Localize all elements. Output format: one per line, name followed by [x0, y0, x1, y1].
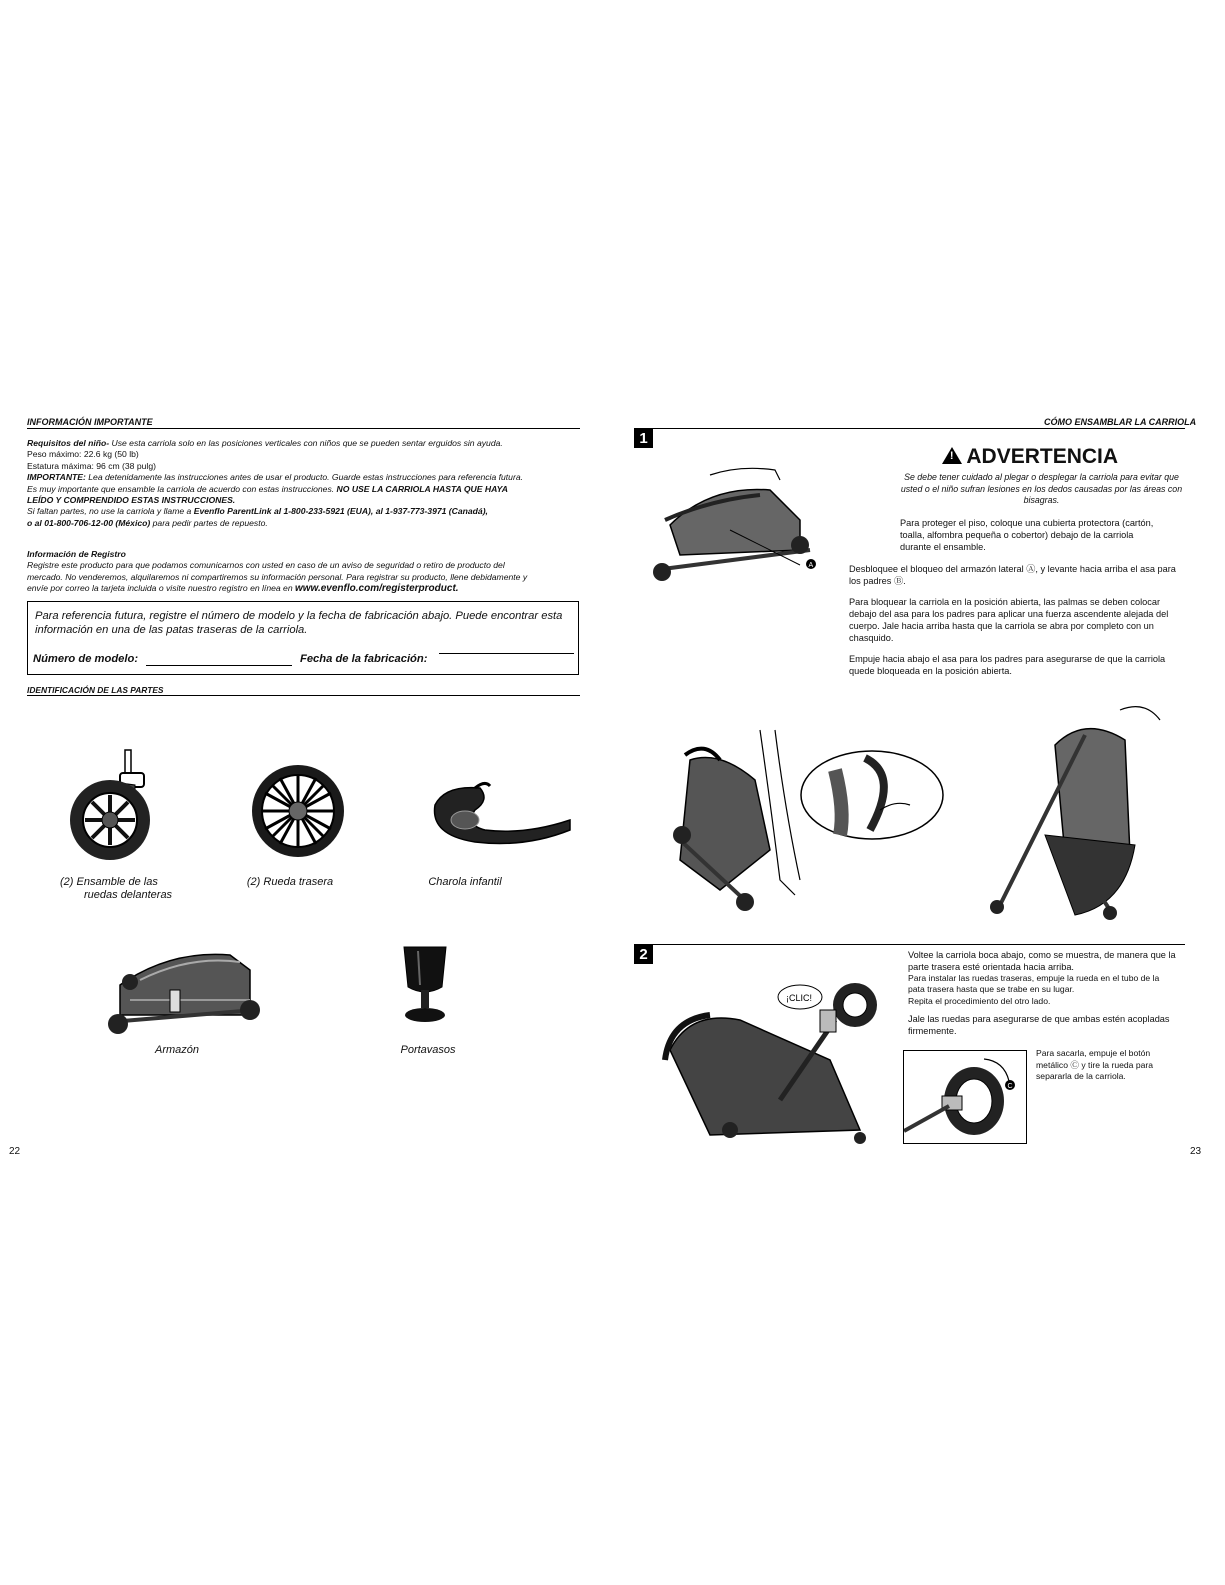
max-weight: Peso máximo: 22.6 kg (50 lb) — [27, 449, 139, 460]
left-section-title: INFORMACIÓN IMPORTANTE — [27, 417, 153, 427]
important-bold-3: LEÍDO Y COMPRENDIDO ESTAS INSTRUCCIONES. — [27, 495, 236, 506]
child-requirements — [27, 438, 587, 529]
parts-title-rule — [27, 695, 580, 696]
mexico-phone: o al 01-800-706-12-00 (México) — [27, 517, 151, 528]
label-c: C — [1007, 1083, 1013, 1090]
left-page-number: 22 — [9, 1146, 21, 1157]
warning-text: Se debe tener cuidado al plegar o desplegar la carriola para evitar que usted o el niño sufran lesiones en los dedos causadas por las áreas con bisagras. — [900, 472, 1183, 505]
important-label: IMPORTANTE: — [27, 472, 86, 483]
record-box-text: Para referencia futura, registre el número de modelo y la fecha de fabricación abajo. Puede encontrar esta información en una de las patas traseras de la carriola. — [35, 610, 563, 636]
label-a: A — [808, 562, 814, 569]
registration-text-3: envíe por correo la tarjeta incluida o visite nuestro registro en línea en — [27, 583, 295, 594]
important-bold-2: NO USE LA CARRIOLA HASTA QUE HAYA — [336, 483, 508, 494]
important-text-1: Lea detenidamente las instrucciones antes de usar el producto. Guarde estas instrucciones para referencia futura. — [85, 472, 523, 483]
warning-header — [880, 445, 1180, 469]
step-2-para-2: Para instalar las ruedas traseras, empuje la rueda en el tubo de la pata trasera hasta que se trabe en su lugar. — [908, 973, 1160, 995]
step-1-open-illustration — [985, 695, 1170, 920]
registration-url[interactable]: www.evenflo.com/registerproduct. — [295, 583, 459, 595]
frame-illustration — [100, 940, 265, 1040]
part-caption-cup-holder: Portavasos — [400, 1044, 456, 1056]
req-label: Requisitos del niño- — [27, 438, 110, 448]
max-height: Estatura máxima: 96 cm (38 pulg) — [27, 460, 156, 471]
missing-text: Si faltan partes, no use la carriola y llame a — [27, 506, 194, 517]
manufacture-date-label: Fecha de la fabricación: — [300, 653, 428, 665]
step-1-para-1: Para proteger el piso, coloque una cubierta protectora (cartón, toalla, alfombra pequeña o cobertor) debajo de la carriola durante el ensamble. — [900, 518, 1154, 552]
step-1-para-2: Desbloquee el bloqueo del armazón lateral Ⓐ, y levante hacia arriba el asa para los padres Ⓑ. — [849, 564, 1176, 586]
warning-title: ADVERTENCIA — [966, 445, 1119, 468]
step-1-para-4: Empuje hacia abajo el asa para los padres para asegurarse de que la carriola quede bloqueada en la posición abierta. — [849, 654, 1166, 676]
missing-tail: para pedir partes de repuesto. — [150, 517, 268, 528]
step-2-rule — [634, 944, 1185, 945]
child-tray-illustration — [425, 780, 575, 850]
registration-text-2: mercado. No venderemos, alquilaremos ni compartiremos su información personal. Para registrar su producto, llene debidamente y — [27, 571, 528, 582]
part-caption-frame: Armazón — [154, 1044, 200, 1056]
wheel-removal-inset — [903, 1050, 1027, 1144]
step-1-para-3: Para bloquear la carriola en la posición abierta, las palmas se deben colocar debajo del asa para los padres para aplicar una fuerza ascendente alejada del cuerpo. Jale hacia arriba hasta que la carriola se abra por completo con un chasquido. — [849, 597, 1169, 643]
part-caption-rear-wheel: (2) Rueda trasera — [246, 876, 334, 888]
warning-triangle-icon: ! — [942, 447, 962, 464]
part-caption-front-wheel — [60, 876, 195, 902]
right-section-title: CÓMO ENSAMBLAR LA CARRIOLA — [1044, 417, 1197, 427]
rear-wheel-illustration — [250, 763, 346, 859]
step-1-lift-illustration — [660, 720, 810, 915]
right-title-rule — [634, 428, 1185, 429]
front-wheel-illustration — [65, 745, 165, 865]
step-2-para-5: Para sacarla, empuje el botón metálico Ⓒ y tire la rueda para separarla de la carriola. — [1036, 1048, 1154, 1082]
step-2-para-4: Jale las ruedas para asegurarse de que ambas estén acopladas firmemente. — [908, 1014, 1170, 1036]
part-caption-front-wheel-1: (2) Ensamble de las — [60, 876, 158, 888]
important-text-2: Es muy importante que ensamble la carriola de acuerdo con estas instrucciones. — [27, 483, 337, 494]
model-number-label: Número de modelo: — [33, 653, 139, 665]
part-caption-front-wheel-2: ruedas delanteras — [84, 889, 173, 901]
step-2-para-3: Repita el procedimiento del otro lado. — [908, 996, 1051, 1006]
step-2-wheel-install-illustration — [660, 960, 880, 1145]
step-2-number: 2 — [634, 945, 653, 964]
step-1-unfold-illustration — [650, 465, 820, 585]
wheel-removal-illustration — [904, 1051, 1026, 1143]
cup-holder-illustration — [400, 945, 450, 1025]
record-box — [27, 601, 579, 675]
part-caption-child-tray: Charola infantil — [428, 876, 502, 888]
parts-title: IDENTIFICACIÓN DE LAS PARTES — [27, 685, 164, 695]
click-label: ¡CLIC! — [786, 993, 813, 1003]
parentlink-phone: Evenflo ParentLink al 1-800-233-5921 (EUA), al 1-937-773-3971 (Canadá), — [193, 506, 488, 517]
registration-info — [27, 549, 587, 595]
step-2-para-1: Voltee la carriola boca abajo, como se muestra, de manera que la parte trasera esté orientada hacia arriba. — [908, 950, 1176, 972]
left-title-rule — [27, 428, 580, 429]
right-page-number: 23 — [1190, 1146, 1202, 1157]
registration-text-1: Registre este producto para que podamos comunicarnos con usted en caso de un aviso de seguridad o retiro de producto del — [27, 560, 505, 571]
handle-detail-illustration — [800, 750, 945, 840]
step-1-number: 1 — [634, 429, 653, 448]
req-text: Use esta carriola solo en las posiciones verticales con niños que se pueden sentar erguidos sin ayuda. — [109, 438, 503, 448]
model-number-field[interactable] — [146, 665, 292, 666]
manufacture-date-field[interactable] — [439, 653, 574, 654]
registration-title: Información de Registro — [27, 549, 126, 559]
